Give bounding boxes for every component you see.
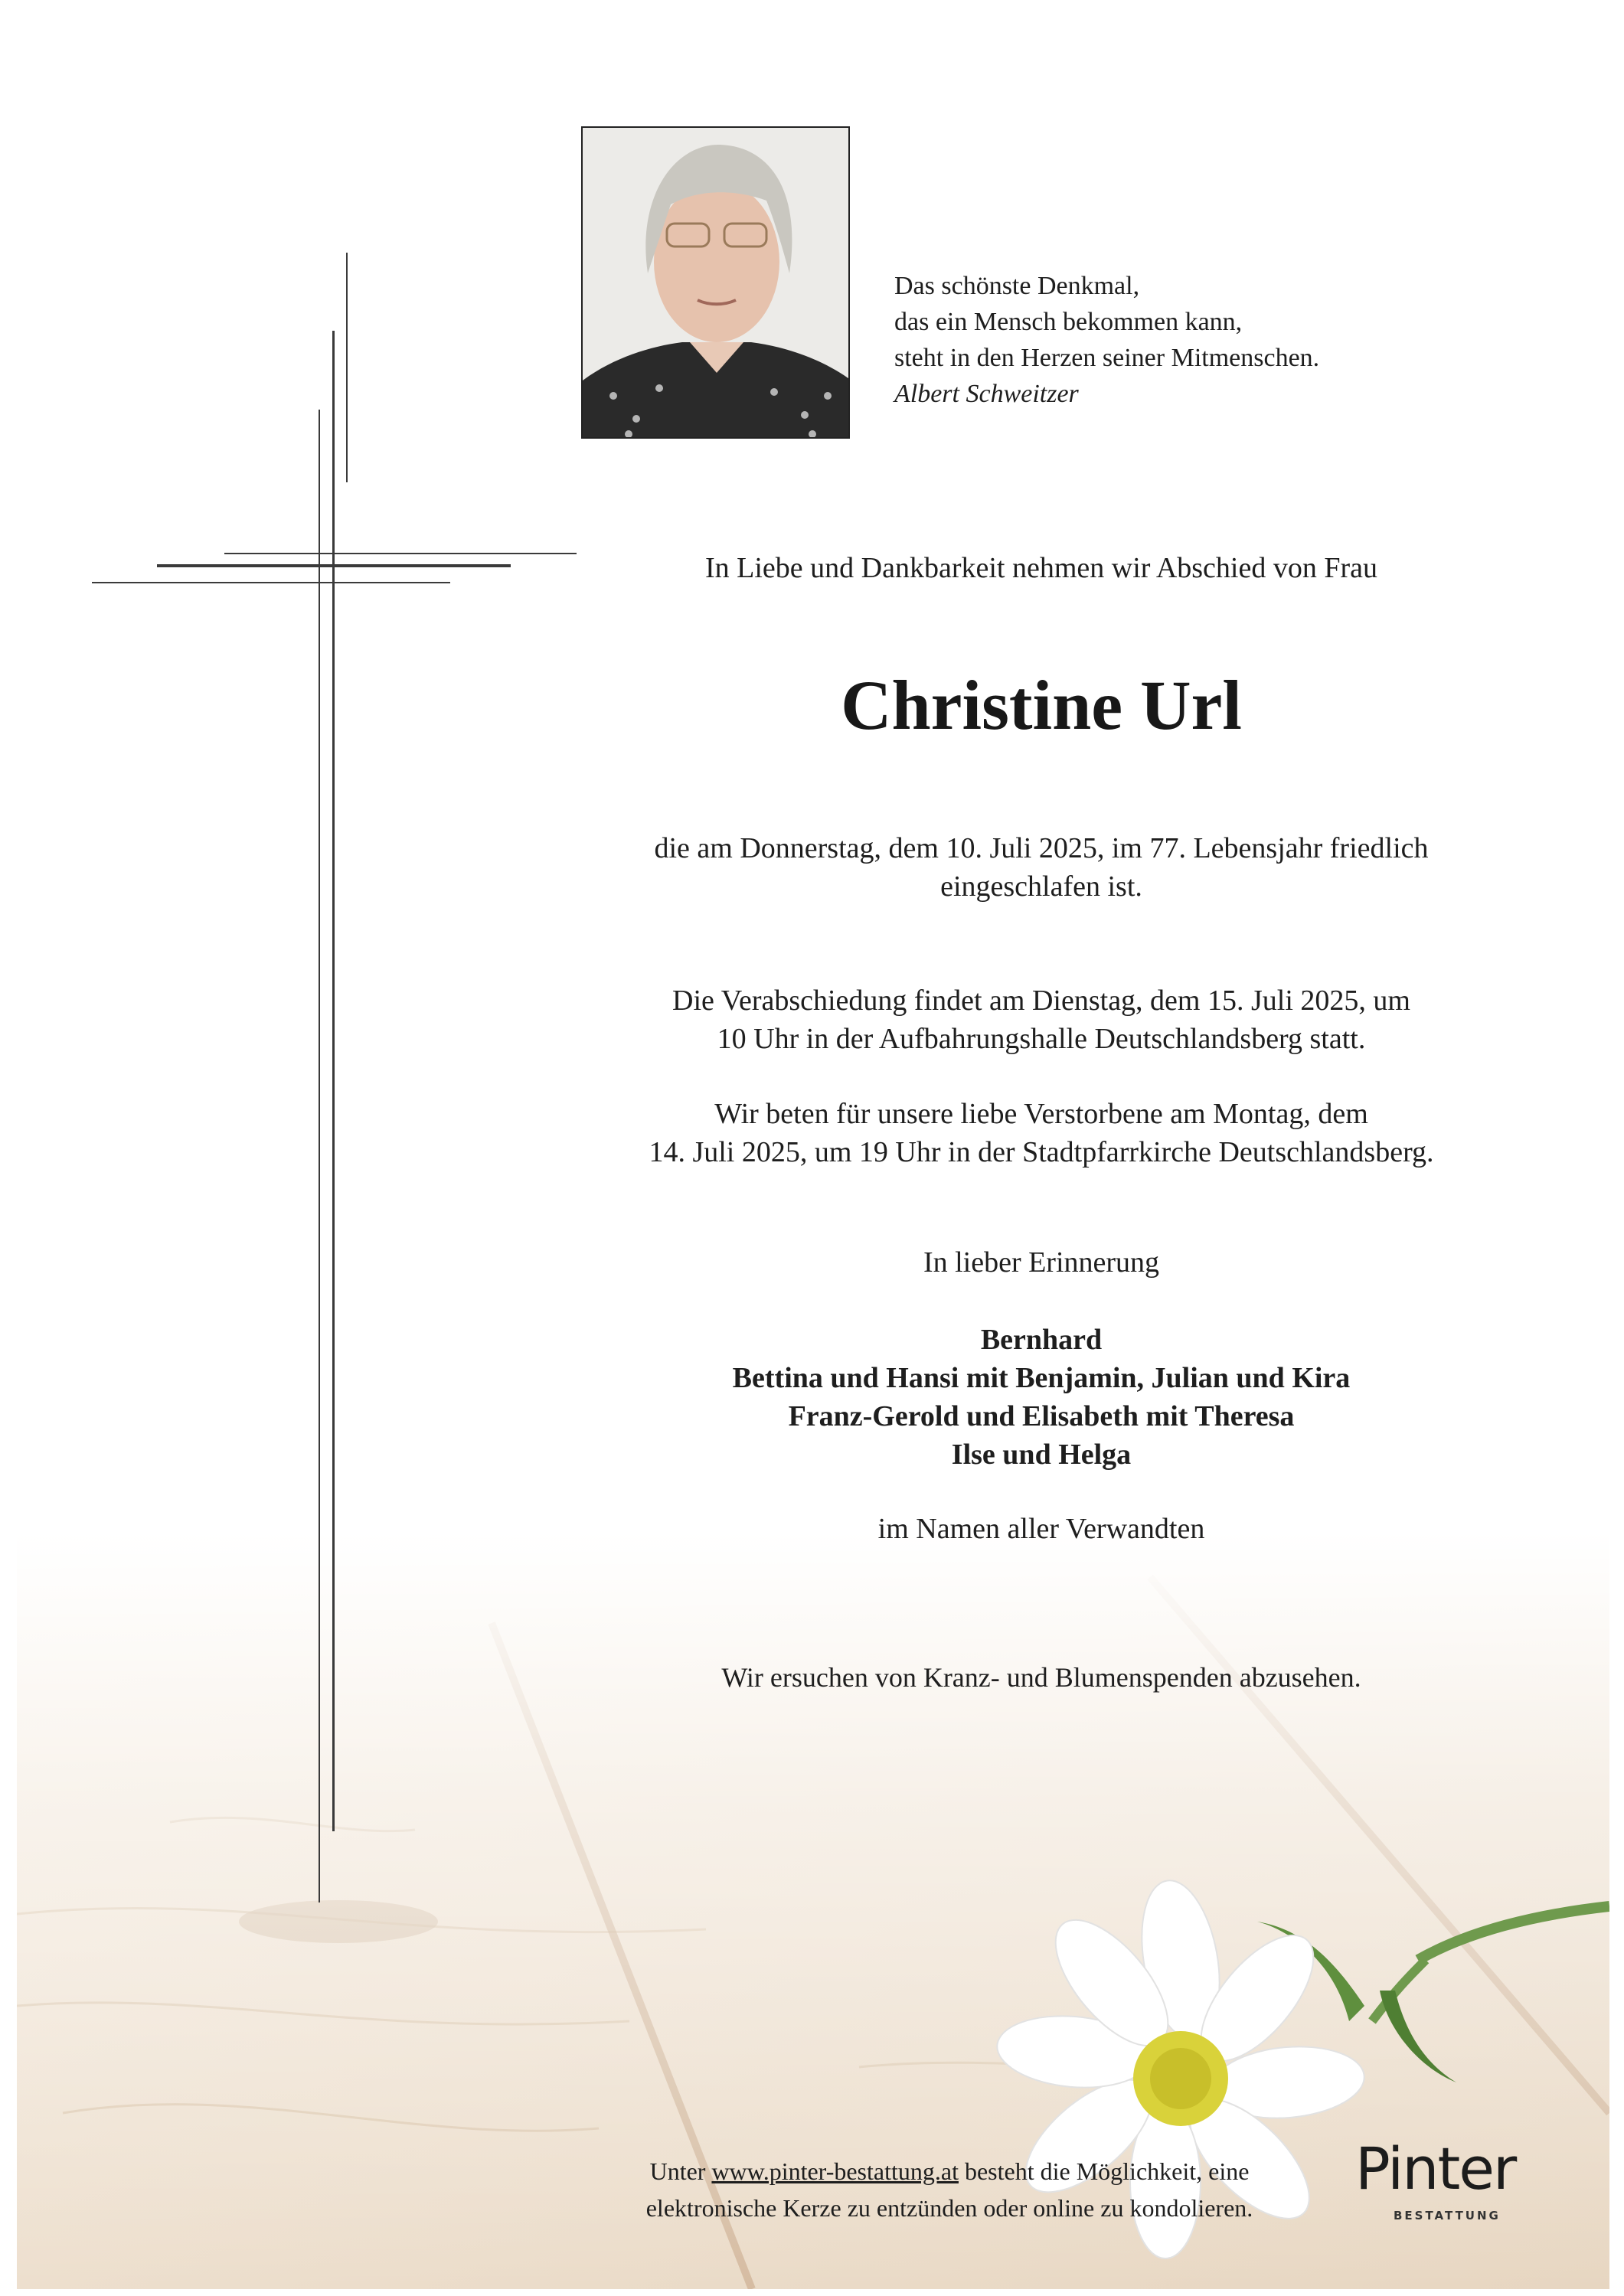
mourner-entry: Bettina und Hansi mit Benjamin, Julian und Kira — [732, 1362, 1351, 1394]
website-link[interactable]: www.pinter-bestattung.at — [711, 2157, 959, 2185]
quote-line: steht in den Herzen seiner Mitmenschen. — [894, 344, 1320, 372]
footer-line: elektronische Kerze zu entzünden oder online zu kondolieren. — [645, 2194, 1253, 2222]
mourner-entry: Bernhard — [980, 1324, 1103, 1356]
death-notice-line: die am Donnerstag, dem 10. Juli 2025, im 77. Lebensjahr friedlich — [654, 832, 1429, 864]
death-notice — [551, 829, 1531, 906]
mourners-list — [551, 1321, 1531, 1474]
logo-brand: Pinter — [1355, 2134, 1516, 2203]
prayer-notice — [551, 1095, 1531, 1171]
relatives-note: im Namen aller Verwandten — [877, 1513, 1205, 1545]
pinter-logo — [1355, 2134, 1524, 2223]
footer-note — [582, 2153, 1317, 2226]
footer-suffix: besteht die Möglichkeit, eine — [958, 2157, 1250, 2185]
prayer-line: Wir beten für unsere liebe Verstorbene am Montag, dem — [714, 1098, 1368, 1130]
quote-line: das ein Mensch bekommen kann, — [894, 308, 1243, 336]
memory-heading: In lieber Erinnerung — [923, 1246, 1160, 1279]
quote — [894, 268, 1430, 412]
farewell-line: Die Verabschiedung findet am Dienstag, dem 15. Juli 2025, um — [672, 985, 1410, 1017]
mourner-entry: Franz-Gerold und Elisabeth mit Theresa — [788, 1400, 1295, 1432]
footer-prefix: Unter — [649, 2157, 712, 2185]
farewell-line: 10 Uhr in der Aufbahrungshalle Deutschlandsberg statt. — [717, 1023, 1366, 1055]
donation-note: Wir ersuchen von Kranz- und Blumenspenden abzusehen. — [721, 1662, 1361, 1693]
portrait-photo — [581, 126, 850, 439]
mourner-entry: Ilse und Helga — [951, 1439, 1132, 1471]
death-notice-line: eingeschlafen ist. — [940, 870, 1142, 903]
intro-text: In Liebe und Dankbarkeit nehmen wir Abschied von Frau — [705, 552, 1377, 584]
farewell-notice — [551, 981, 1531, 1058]
quote-line: Das schönste Denkmal, — [894, 272, 1140, 300]
quote-author: Albert Schweitzer — [894, 380, 1079, 408]
deceased-name: Christine Url — [841, 666, 1242, 744]
logo-subtitle: BESTATTUNG — [1394, 2209, 1501, 2223]
prayer-line: 14. Juli 2025, um 19 Uhr in der Stadtpfarrkirche Deutschlandsberg. — [649, 1136, 1434, 1168]
